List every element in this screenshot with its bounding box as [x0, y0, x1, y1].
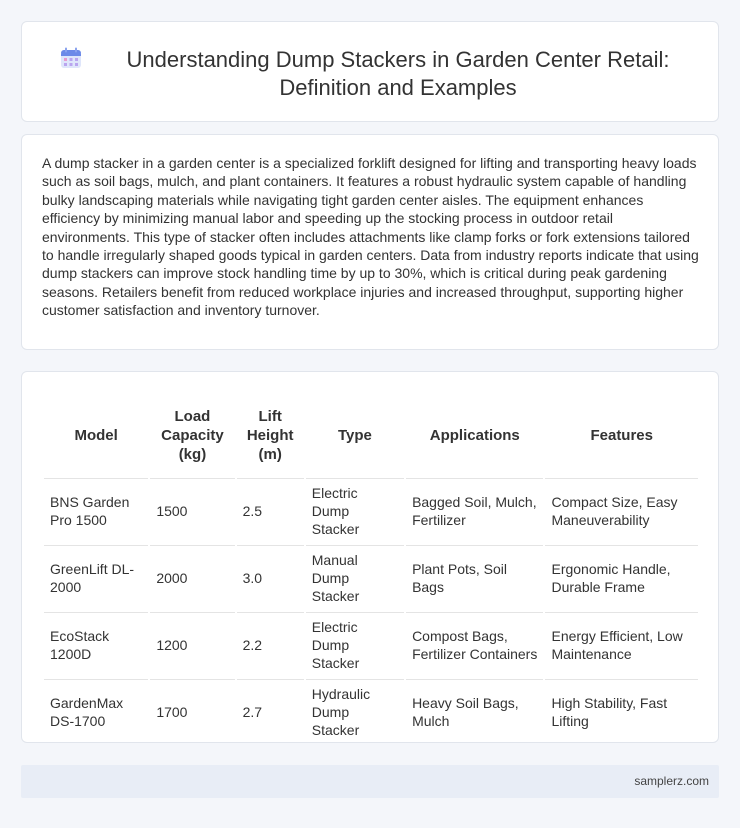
cell-type: Manual Dump Stacker: [306, 545, 404, 610]
footer: [21, 765, 719, 798]
cell-type: Electric Dump Stacker: [306, 612, 404, 677]
cell-load-capacity: 1200: [150, 612, 234, 677]
cell-features: High Stability, Fast Lifting: [545, 679, 698, 744]
cell-features: Compact Size, Easy Maneuverability: [545, 478, 698, 543]
cell-lift-height: 2.7: [237, 679, 304, 744]
cell-lift-height: 3.0: [237, 545, 304, 610]
cell-load-capacity: 2000: [150, 545, 234, 610]
cell-type: Hydraulic Dump Stacker: [306, 679, 404, 744]
table-row: [44, 545, 698, 610]
description-card: [21, 134, 719, 350]
cell-features: Energy Efficient, Low Maintenance: [545, 612, 698, 677]
cell-applications: Plant Pots, Soil Bags: [406, 545, 543, 610]
cell-load-capacity: 1500: [150, 478, 234, 543]
cell-model: BNS Garden Pro 1500: [44, 478, 148, 543]
cell-applications: Bagged Soil, Mulch, Fertilizer: [406, 478, 543, 543]
table-row: [44, 679, 698, 744]
header-type: Type: [337, 426, 372, 444]
cell-lift-height: 2.5: [237, 478, 304, 543]
cell-model: EcoStack 1200D: [44, 612, 148, 677]
cell-model: GreenLift DL-2000: [44, 545, 148, 610]
footer-site-link[interactable]: samplerz.com: [634, 774, 709, 788]
description-text: A dump stacker in a garden center is a specialized forklift designed for lifting and transporting heavy loads such as soil bags, mulch, and plant containers. It features a robust hydraulic system capable of handling bulky landscaping materials while navigating tight garden center aisles. The equipment enhances efficiency by minimizing manual labor and speeding up the stocking process in outdoor retail environments. This type of stacker often includes attachments like clamp forks or fork extensions tailored to handle irregularly shaped goods typical in garden centers. Data from industry reports indicate that using dump stackers can improve stock handling time by up to 30%, which is critical during peak gardening seasons. Retailers benefit from reduced workplace injuries and increased throughput, supporting higher customer satisfaction and inventory turnover.: [42, 155, 699, 319]
cell-features: Ergonomic Handle, Durable Frame: [545, 545, 698, 610]
header-applications: Applications: [429, 426, 520, 444]
title-card: [21, 21, 719, 122]
header-lift-height: Lift Height (m): [246, 407, 294, 463]
header-features: Features: [590, 426, 653, 444]
table-header-row: [44, 394, 698, 476]
stacker-table: [42, 392, 700, 746]
cell-applications: Compost Bags, Fertilizer Containers: [406, 612, 543, 677]
table-card: [21, 371, 719, 743]
cell-load-capacity: 1700: [150, 679, 234, 744]
page-title: Understanding Dump Stackers in Garden Center Retail: Definition and Examples: [126, 47, 670, 100]
header-model: Model: [74, 426, 118, 444]
header-load-capacity: Load Capacity (kg): [161, 407, 224, 463]
cell-lift-height: 2.2: [237, 612, 304, 677]
cell-type: Electric Dump Stacker: [306, 478, 404, 543]
cell-applications: Heavy Soil Bags, Mulch: [406, 679, 543, 744]
table-row: [44, 612, 698, 677]
cell-model: GardenMax DS-1700: [44, 679, 148, 744]
table-row: [44, 478, 698, 543]
